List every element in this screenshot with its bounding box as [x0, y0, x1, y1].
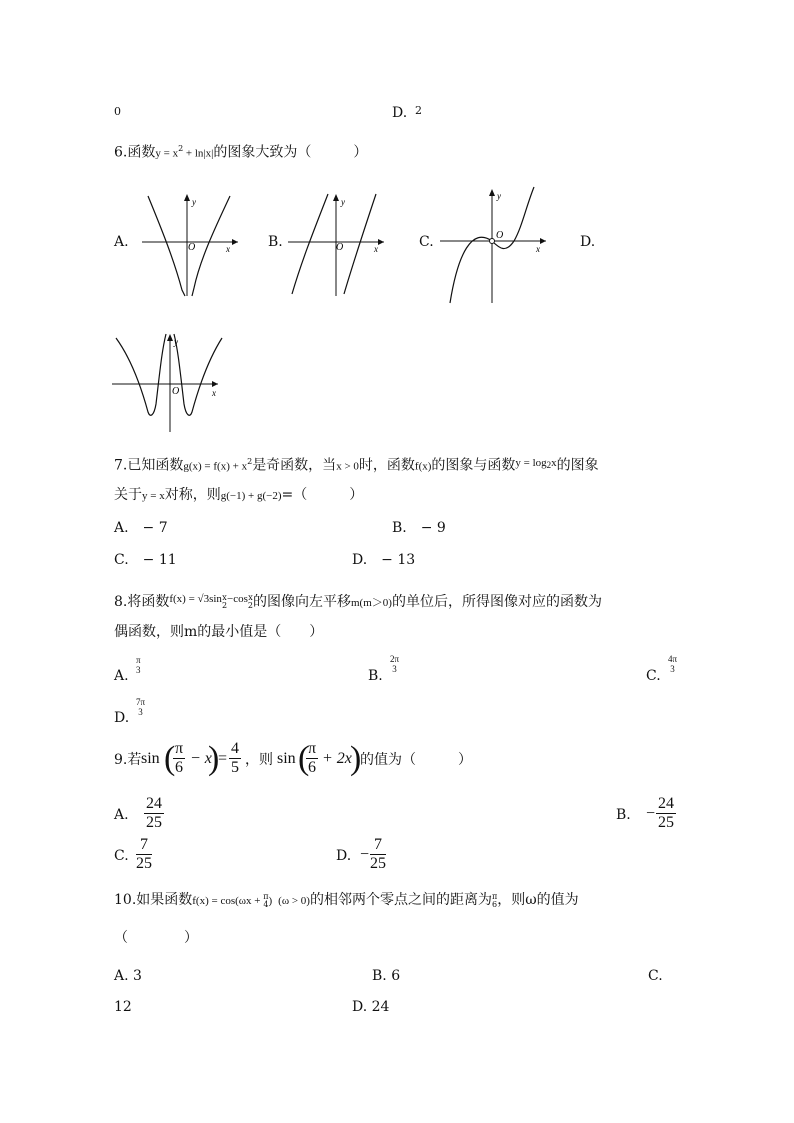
- q9-paren-close-1: ): [208, 740, 220, 777]
- q8-option-a-value: [136, 655, 141, 675]
- q6-b-axis-x: x: [374, 244, 378, 254]
- q8-sin-arg-num: x: [222, 593, 227, 602]
- q8-option-b-value: [390, 654, 399, 674]
- q8-a-den: 3: [136, 665, 141, 675]
- q6-graph-c: [440, 183, 552, 305]
- q6-c-axis-y: y: [497, 191, 501, 201]
- q7-text-b: 是奇函数，当: [252, 457, 337, 474]
- q6-formula-tail: + ln|x|: [183, 147, 214, 160]
- q9-six-2: 6: [308, 759, 317, 776]
- q8-text-a: 8.将函数: [114, 594, 170, 610]
- q10-text-c: ，则ω的值为: [497, 892, 579, 908]
- q7-log: y = log: [515, 456, 547, 469]
- q9-paren-open-1: (: [164, 740, 176, 777]
- q9-option-c-label: C.: [114, 848, 129, 864]
- q9-sin-2: sin: [277, 750, 296, 767]
- q9-frac-4-5: [229, 740, 241, 777]
- q9-prefix: 9.若: [114, 752, 142, 768]
- q9-d-num: 7: [370, 836, 386, 855]
- q9-a-den: 25: [146, 814, 162, 831]
- q6-c-axis-x: x: [536, 244, 540, 254]
- q10-option-a: A. 3: [114, 968, 142, 984]
- q9-paren-open-2: (: [298, 740, 310, 777]
- q7-text-a: 7.已知函数: [114, 457, 184, 474]
- q9-suffix: 的值为（ ）: [360, 752, 472, 768]
- q7-option-d: D. − 13: [352, 552, 416, 568]
- q9-a-num: 24: [146, 795, 162, 812]
- q7-fx: f(x): [414, 460, 432, 473]
- q10-text-a: 10.如果函数: [114, 892, 193, 908]
- q7-text-f: 关于: [114, 487, 142, 503]
- q6-option-b-label: B.: [268, 234, 283, 250]
- q6-c-origin: O: [496, 230, 504, 241]
- q9-option-d-sign: −: [360, 846, 370, 863]
- q9-c-num: 7: [136, 836, 152, 855]
- q6-a-origin: O: [188, 242, 196, 253]
- q9-option-b-label: B.: [616, 807, 631, 823]
- q7-text-h: =（ ）: [281, 487, 364, 503]
- prev-option-d-label: D.: [392, 105, 408, 121]
- q6-graph-a: [142, 190, 242, 298]
- q8-b-den: 3: [392, 664, 397, 674]
- q9-frac-pi6-1: [173, 740, 185, 777]
- q9-pi-2: π: [308, 740, 317, 757]
- q7-expr: g(−1) + g(−2): [220, 490, 282, 502]
- q9-sin-1: sin: [141, 750, 160, 767]
- q10-formula: f(x) = cos(ωx +: [192, 895, 264, 907]
- q7-yx: y = x: [142, 490, 165, 502]
- q9-b-num: 24: [658, 795, 674, 812]
- q8-option-c-value: [668, 654, 677, 674]
- q10-line-1: [114, 891, 579, 910]
- q6-graph-d: [112, 330, 224, 434]
- q6-d-axis-x: x: [212, 388, 216, 398]
- q8-minus-cos: −cos: [227, 593, 248, 605]
- q8-d-den: 3: [138, 707, 143, 717]
- q8-formula: f(x) = √3sin: [169, 593, 222, 605]
- q8-option-b-label: B.: [368, 668, 383, 684]
- q8-option-d-value: [136, 697, 145, 717]
- q7-log-x: x: [551, 456, 557, 469]
- q10-dist-num: π: [491, 892, 498, 901]
- q8-a-num: π: [136, 655, 141, 665]
- q10-dist-den: 6: [492, 900, 498, 909]
- q7-text-d: 的图象与函数: [431, 457, 516, 474]
- q10-close-paren: ): [268, 895, 273, 907]
- q9-paren-close-2: ): [350, 740, 362, 777]
- q8-option-a-label: A.: [114, 668, 129, 684]
- q9-c-den: 25: [136, 855, 152, 872]
- q7-formula-g: g(x) = f(x) + x: [183, 460, 248, 473]
- prev-option-c-value: 0: [114, 105, 121, 118]
- q9-five: 5: [231, 759, 239, 776]
- q6-formula: y = x: [155, 147, 179, 160]
- q9-four: 4: [231, 740, 239, 757]
- q7-option-a: A. − 7: [114, 520, 168, 536]
- q6-d-origin: O: [172, 386, 180, 397]
- q7-text-e: 的图象: [556, 457, 599, 474]
- q6-option-a-label: A.: [114, 234, 129, 250]
- q9-b-den: 25: [658, 814, 674, 831]
- q8-sin-arg-den: 2: [221, 601, 228, 610]
- prev-option-d-value: 2: [415, 104, 422, 117]
- q9-plus-2x: + 2x: [322, 750, 352, 767]
- q7-line-2: [114, 486, 363, 505]
- q10-option-b: B. 6: [372, 968, 401, 984]
- q10-condition: (ω > 0): [278, 895, 310, 907]
- q10-text-b: 的相邻两个零点之间的距离为: [309, 892, 492, 908]
- q10-option-c-value: 12: [114, 999, 132, 1015]
- q7-option-b: B. − 9: [392, 520, 446, 536]
- q9-pi-1: π: [175, 740, 184, 757]
- q6-option-c-label: C.: [419, 234, 434, 250]
- q10-pi: π: [263, 892, 269, 901]
- q9-option-b-value: [656, 795, 676, 832]
- q8-text-b: 的图像向左平移: [253, 594, 351, 610]
- q6-suffix: 的图象大致为（ ）: [213, 144, 368, 161]
- q8-m: m(m＞0): [351, 597, 392, 609]
- q9-option-b-sign: −: [646, 805, 656, 822]
- q9-six-1: 6: [175, 759, 184, 776]
- q7-log-base: 2: [546, 459, 552, 470]
- q6-graph-b: [288, 190, 388, 298]
- q8-b-num: 2π: [390, 654, 400, 664]
- q6-option-d-label: D.: [580, 234, 596, 250]
- q10-option-c-label: C.: [648, 968, 663, 984]
- q8-cos-arg-num: x: [248, 593, 253, 602]
- q6-stem: [114, 140, 367, 163]
- q8-line-2: 偶函数，则m的最小值是（ ）: [114, 624, 324, 640]
- q7-condition: x > 0: [336, 460, 359, 473]
- q6-a-axis-x: x: [226, 244, 230, 254]
- q8-option-c-label: C.: [646, 668, 661, 684]
- q7-line-1: [114, 453, 599, 476]
- q8-d-num: 7π: [136, 697, 146, 707]
- q6-formula-sup: 2: [178, 144, 184, 153]
- q10-answer-paren: （ ）: [114, 930, 198, 946]
- q8-option-d-label: D.: [114, 710, 130, 726]
- q9-minus-x: − x: [190, 750, 212, 767]
- q7-text-c: 时，函数: [358, 457, 415, 474]
- q7-formula-g-sup: 2: [247, 457, 253, 466]
- q9-option-a-value: [144, 795, 164, 832]
- q9-option-d-label: D.: [336, 848, 352, 864]
- q9-equals: =: [218, 750, 228, 767]
- q10-option-d: D. 24: [352, 999, 390, 1015]
- q6-b-axis-y: y: [341, 197, 345, 207]
- q9-text-then: ，则: [245, 752, 273, 768]
- q8-text-c: 的单位后，所得图像对应的函数为: [391, 594, 602, 610]
- q9-option-a-label: A.: [114, 807, 129, 823]
- q8-line-1: [114, 593, 602, 612]
- q10-four: 4: [263, 900, 269, 909]
- q9-d-den: 25: [370, 855, 386, 872]
- q9-frac-pi6-2: [306, 740, 318, 777]
- q7-text-g: 对称，则: [164, 487, 221, 503]
- q9-option-c-value: [136, 836, 152, 873]
- q6-prefix: 6.函数: [114, 144, 156, 161]
- q8-cos-arg-den: 2: [247, 601, 253, 610]
- q6-d-axis-y: y: [174, 337, 178, 347]
- q8-c-den: 3: [670, 664, 675, 674]
- q7-option-c: C. − 11: [114, 552, 177, 568]
- q6-a-axis-y: y: [192, 197, 196, 207]
- q8-c-num: 4π: [668, 654, 678, 664]
- q6-b-origin: O: [336, 242, 344, 253]
- q9-option-d-value: [370, 836, 386, 873]
